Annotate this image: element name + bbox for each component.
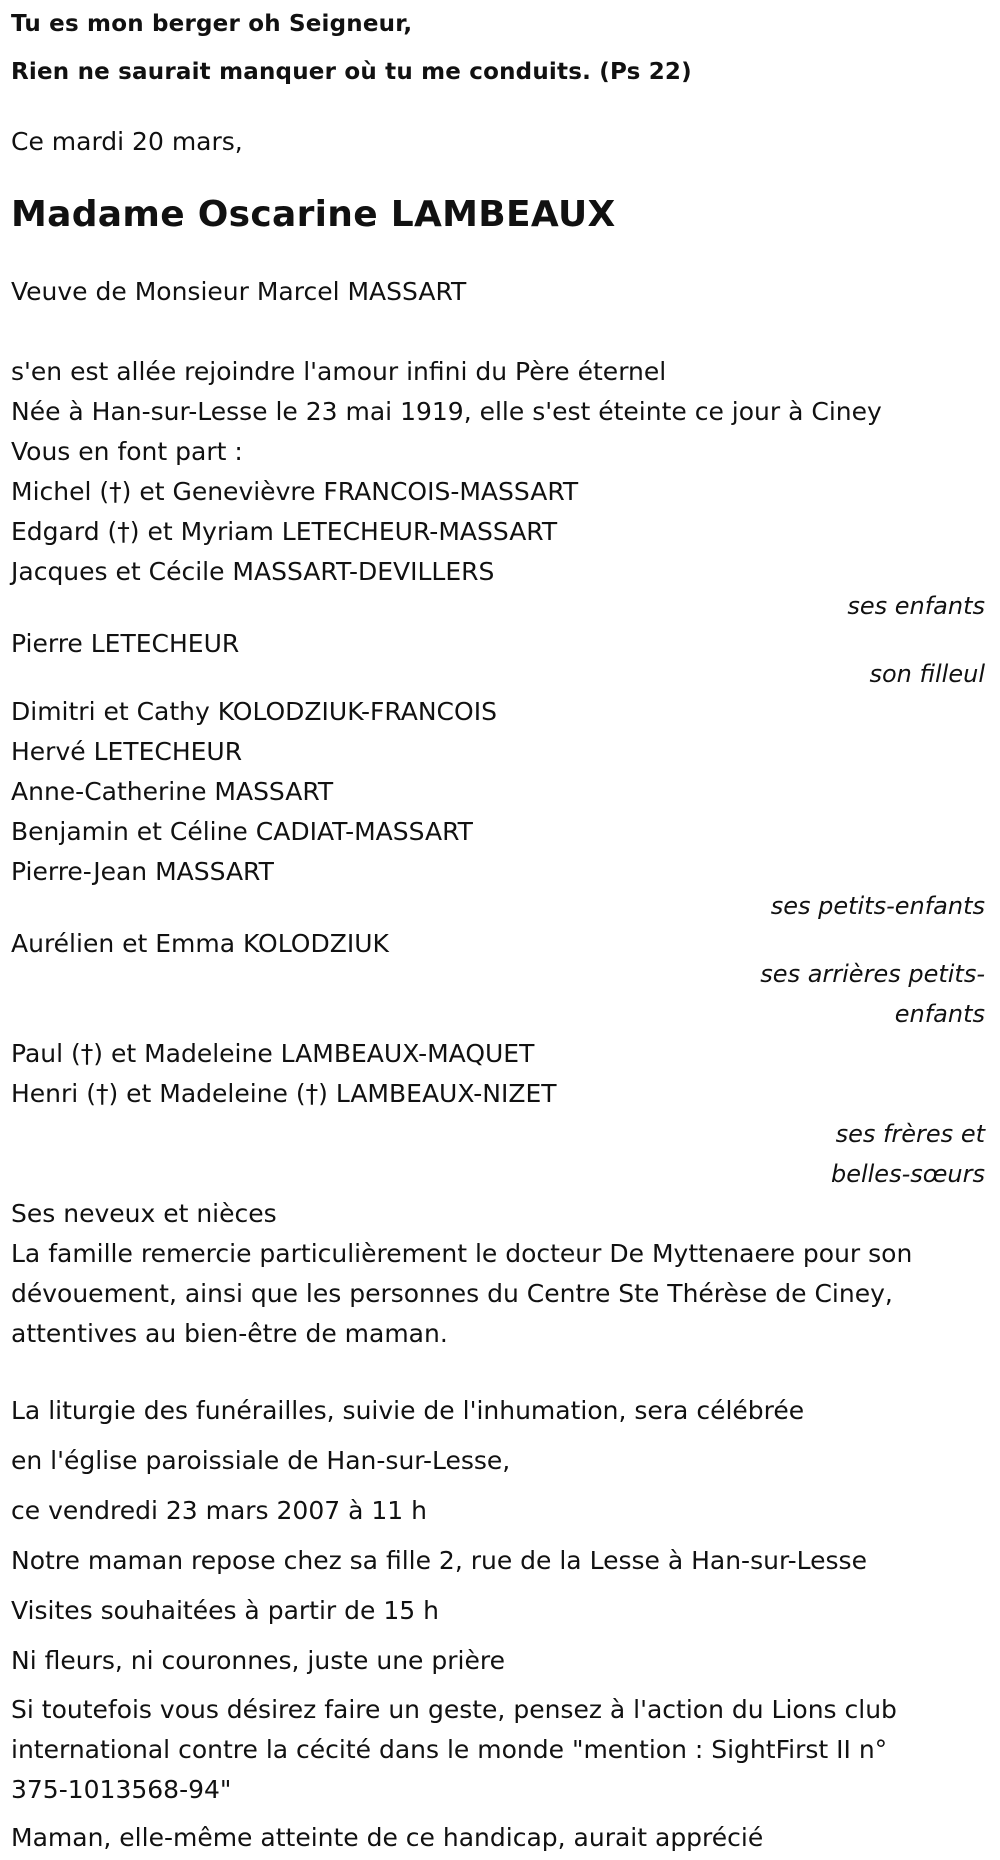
- member-name: Henri (†) et Madeleine (†) LAMBEAUX-NIZET: [11, 1079, 557, 1108]
- ceremony-line: Ni fleurs, ni couronnes, juste une prière: [11, 1646, 505, 1675]
- ceremony-line: La liturgie des funérailles, suivie de l'inhumation, sera célébrée: [11, 1396, 805, 1425]
- ceremony-line: Notre maman repose chez sa fille 2, rue de la Lesse à Han-sur-Lesse: [11, 1546, 867, 1575]
- thanks-line: attentives au bien-être de maman.: [11, 1319, 448, 1348]
- ceremony-line: en l'église paroissiale de Han-sur-Lesse,: [11, 1446, 511, 1475]
- donation-paragraph: [11, 1690, 985, 1810]
- member-name: Benjamin et Céline CADIAT-MASSART: [11, 817, 473, 846]
- verse-line: Rien ne saurait manquer où tu me conduits. (Ps 22): [11, 59, 692, 85]
- thanks-line: dévouement, ainsi que les personnes du Centre Ste Thérèse de Ciney,: [11, 1279, 893, 1308]
- closing-line: Maman, elle-même atteinte de ce handicap, aurait apprécié: [11, 1823, 764, 1852]
- ceremony-line: Visites souhaitées à partir de 15 h: [11, 1596, 439, 1625]
- obituary-notice: [11, 0, 985, 1858]
- intro-line: s'en est allée rejoindre l'amour infini du Père éternel: [11, 357, 667, 386]
- relation-label: enfants: [894, 1000, 985, 1028]
- donation-line: Si toutefois vous désirez faire un geste, pensez à l'action du Lions club: [11, 1695, 897, 1724]
- member-name: Michel (†) et Genevièvre FRANCOIS-MASSART: [11, 477, 579, 506]
- relation-label: belles-sœurs: [830, 1160, 985, 1188]
- relation-label: ses enfants: [847, 592, 985, 620]
- member-name: Hervé LETECHEUR: [11, 737, 243, 766]
- ceremony-line: ce vendredi 23 mars 2007 à 11 h: [11, 1496, 427, 1525]
- thanks-line: La famille remercie particulièrement le docteur De Myttenaere pour son: [11, 1239, 913, 1268]
- group-children: [11, 472, 985, 626]
- group-grandchildren: [11, 692, 985, 926]
- member-name: Edgard (†) et Myriam LETECHEUR-MASSART: [11, 517, 558, 546]
- verse-line: Tu es mon berger oh Seigneur,: [11, 11, 413, 37]
- relation-label: ses frères et: [835, 1120, 985, 1148]
- thanks-paragraph: [11, 1234, 985, 1354]
- member-name: Dimitri et Cathy KOLODZIUK-FRANCOIS: [11, 697, 497, 726]
- member-name: Jacques et Cécile MASSART-DEVILLERS: [11, 557, 495, 586]
- member-name: Aurélien et Emma KOLODZIUK: [11, 929, 389, 958]
- intro-line: Vous en font part :: [11, 437, 243, 466]
- ceremony-details: [11, 1386, 985, 1686]
- date-line: Ce mardi 20 mars,: [11, 127, 243, 156]
- deceased-name: Madame Oscarine LAMBEAUX: [11, 194, 616, 235]
- group-siblings: [11, 1034, 985, 1194]
- donation-line: 375-1013568-94": [11, 1775, 232, 1804]
- relation-label: ses petits-enfants: [770, 892, 985, 920]
- intro-line: Née à Han-sur-Lesse le 23 mai 1919, elle s'est éteinte ce jour à Ciney: [11, 397, 882, 426]
- widow-of: Veuve de Monsieur Marcel MASSART: [11, 277, 467, 306]
- member-name: Pierre-Jean MASSART: [11, 857, 274, 886]
- member-name: Paul (†) et Madeleine LAMBEAUX-MAQUET: [11, 1039, 535, 1068]
- donation-line: international contre la cécité dans le monde "mention : SightFirst II n°: [11, 1735, 888, 1764]
- nephews-line: Ses neveux et nièces: [11, 1199, 277, 1228]
- member-name: Pierre LETECHEUR: [11, 629, 240, 658]
- relation-label: ses arrières petits-: [760, 960, 985, 988]
- group-godson: [11, 624, 985, 694]
- group-great-grandchildren: [11, 924, 985, 1034]
- member-name: Anne-Catherine MASSART: [11, 777, 334, 806]
- relation-label: son filleul: [869, 660, 985, 688]
- psalm-verse: [11, 0, 985, 96]
- intro-text: [11, 352, 985, 472]
